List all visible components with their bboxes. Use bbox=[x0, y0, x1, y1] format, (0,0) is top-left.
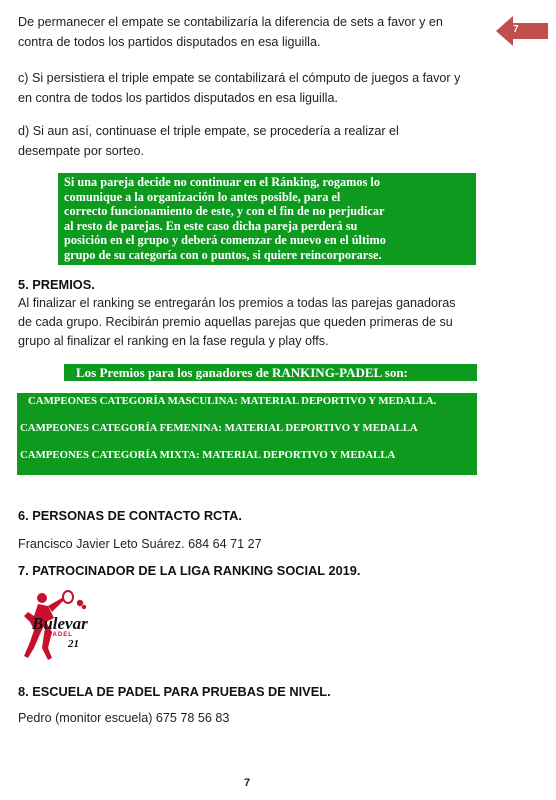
withdrawal-notice-box bbox=[58, 173, 476, 265]
arrow-left-icon bbox=[496, 16, 548, 46]
prize-item-male: CAMPEONES CATEGORÍA MASCULINA: MATERIAL DEPORTIVO Y MEDALLA. bbox=[28, 395, 437, 407]
page-nav-arrow[interactable] bbox=[496, 16, 548, 46]
paragraph-line: desempate por sorteo. bbox=[18, 144, 145, 158]
sponsor-logo bbox=[18, 588, 98, 662]
logo-sub: PADEL bbox=[48, 632, 73, 638]
section-8-heading: 8. ESCUELA DE PADEL PARA PRUEBAS DE NIVEL. bbox=[18, 684, 331, 699]
paragraph-line: d) Si aun así, continuase el triple empate, se procedería a realizar el bbox=[18, 124, 399, 138]
paragraph-line: en contra de todos los partidos disputados en esa liguilla. bbox=[18, 91, 338, 105]
paragraph-line: c) Si persistiera el triple empate se contabilizará el cómputo de juegos a favor y bbox=[18, 71, 461, 85]
rcta-contact: Francisco Javier Leto Suárez. 684 64 71 27 bbox=[18, 537, 262, 551]
paragraph-line: Al finalizar el ranking se entregarán los premios a todas las parejas ganadoras bbox=[18, 296, 456, 310]
notice-line: correcto funcionamiento de este, y con el fin de no perjudicar bbox=[64, 204, 385, 219]
paragraph-line: de cada grupo. Recibirán premio aquellas parejas que queden primeras de su bbox=[18, 315, 453, 329]
tiebreak-games-paragraph bbox=[18, 68, 460, 108]
prizes-paragraph bbox=[18, 294, 456, 351]
prize-item-mixed: CAMPEONES CATEGORÍA MIXTA: MATERIAL DEPORTIVO Y MEDALLA bbox=[20, 449, 396, 461]
tiebreak-sets-paragraph bbox=[18, 12, 443, 52]
prizes-banner bbox=[64, 364, 477, 381]
section-6-heading: 6. PERSONAS DE CONTACTO RCTA. bbox=[18, 508, 242, 523]
notice-line: Si una pareja decide no continuar en el Ránking, rogamos lo bbox=[64, 175, 381, 189]
prize-item-female: CAMPEONES CATEGORÍA FEMENINA: MATERIAL DEPORTIVO Y MEDALLA bbox=[20, 422, 418, 434]
logo-number: 21 bbox=[68, 638, 79, 650]
notice-line: posición en el grupo y deberá comenzar de nuevo en el último bbox=[64, 233, 386, 248]
page-number: 7 bbox=[244, 777, 251, 789]
prizes-box bbox=[17, 393, 477, 475]
prizes-banner-text: Los Premios para los ganadores de RANKING-PADEL son: bbox=[76, 365, 408, 380]
nav-page-badge: 7 bbox=[513, 24, 519, 35]
tiebreak-draw-paragraph bbox=[18, 121, 399, 161]
section-5-heading: 5. PREMIOS. bbox=[18, 277, 95, 292]
notice-line: grupo de su categoría con o puntos, si quiere reincorporarse. bbox=[64, 247, 382, 262]
section-7-heading: 7. PATROCINADOR DE LA LIGA RANKING SOCIAL 2019. bbox=[18, 563, 361, 578]
school-contact: Pedro (monitor escuela) 675 78 56 83 bbox=[18, 711, 230, 725]
notice-line: al resto de parejas. En este caso dicha pareja perderá su bbox=[64, 218, 358, 233]
logo-brand: Bulevar bbox=[32, 614, 88, 633]
paragraph-line: contra de todos los partidos disputados en esa liguilla. bbox=[18, 35, 321, 49]
paragraph-line: De permanecer el empate se contabilizaría la diferencia de sets a favor y en bbox=[18, 15, 443, 29]
notice-line: comunique a la organización lo antes posible, para el bbox=[64, 189, 341, 204]
paragraph-line: grupo al finalizar el ranking en la fase regula y play offs. bbox=[18, 334, 329, 348]
